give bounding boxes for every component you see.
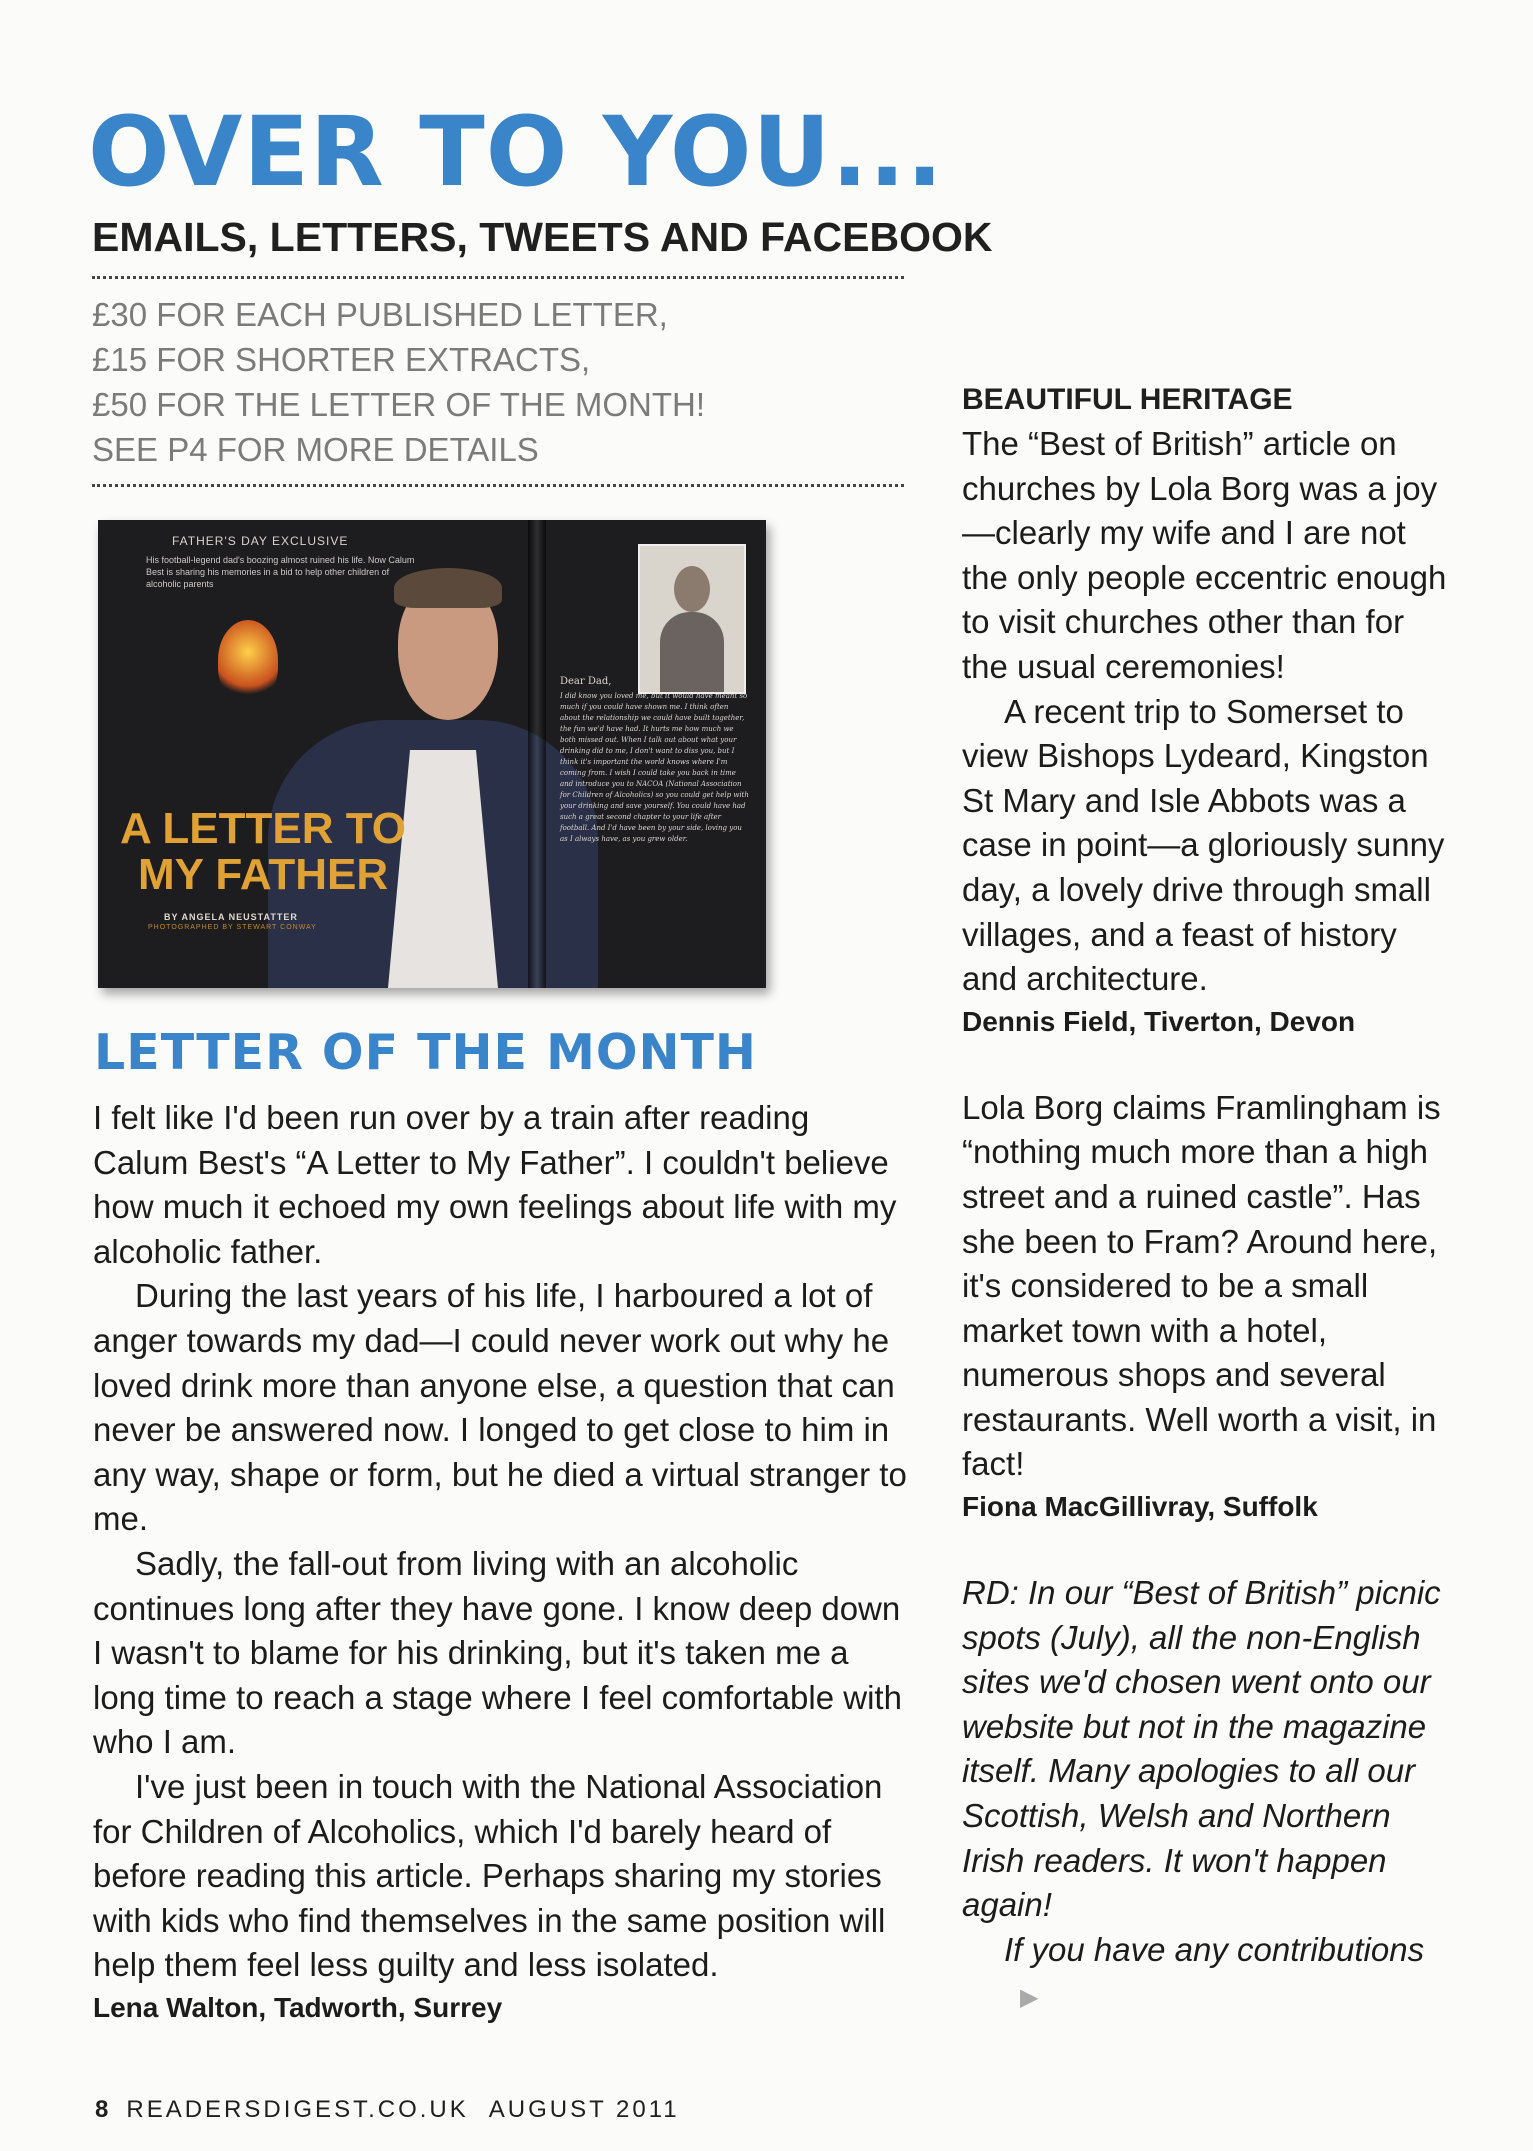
paragraph: The “Best of British” article on churches by Lola Borg was a joy—clearly my wife and I are not the only people eccentric enough to visit churches other than for the usual ceremonies! bbox=[962, 425, 1447, 685]
rate-line: £15 FOR SHORTER EXTRACTS, bbox=[92, 341, 591, 378]
editor-note: RD: In our “Best of British” picnic spots (July), all the non-English sites we'd chosen went onto our website but not in the magazine itself. Many apologies to all our Scottish, Welsh and Northern Irish readers. It won't happen again! bbox=[962, 1574, 1441, 1924]
spread-headline: A LETTER TO MY FATHER bbox=[120, 804, 406, 899]
lamp-glow bbox=[218, 620, 278, 700]
page-fold bbox=[528, 520, 546, 988]
right-column bbox=[962, 378, 1452, 2021]
spread-byline: BY ANGELA NEUSTATTER bbox=[164, 912, 298, 922]
letter-of-month-heading: LETTER OF THE MONTH bbox=[94, 1024, 757, 1081]
paragraph: During the last years of his life, I harboured a lot of anger towards my dad—I could never work out why he loved drink more than anyone else, a question that can never be answered now. I longed to get close to him in any way, shape or form, but he died a virtual stranger to me. bbox=[93, 1277, 907, 1538]
letter-signature: Fiona MacGillivray, Suffolk bbox=[962, 1491, 1318, 1523]
rate-line: £30 FOR EACH PUBLISHED LETTER, bbox=[92, 296, 668, 333]
beautiful-heritage-heading: BEAUTIFUL HERITAGE bbox=[962, 383, 1293, 416]
footer-issue: AUGUST 2011 bbox=[488, 2096, 680, 2123]
letter-of-month-body bbox=[93, 1096, 913, 2028]
dotted-divider-top bbox=[92, 276, 904, 279]
footer-site: READERSDIGEST.CO.UK bbox=[126, 2096, 469, 2123]
paragraph: I felt like I'd been run over by a train after reading Calum Best's “A Letter to My Father”. I couldn't believe how much it echoed my own feelings about life with my alcoholic father. bbox=[93, 1099, 897, 1270]
rate-line: £50 FOR THE LETTER OF THE MONTH! bbox=[92, 386, 706, 423]
spread-letter-excerpt: Dear Dad, I did know you loved me, but it would have meant so much if you could have shown me. I think often about the relationship we could have built together, the fun we'd have had. It hurts me how much we both missed out. When I talk out about what your drinking did to me, I don't want to diss you, but I think it's important the world knows where I'm coming from. I wish I could take you back in time and introduce you to NACOA (National Association for Children of Alcoholics) so you could get help with your drinking and save yourself. You could have had such a great second chapter to your life after football. And I'd have been by your side, loving you as I always have, as you grew older. bbox=[560, 676, 749, 843]
page-number: 8 bbox=[95, 2096, 109, 2123]
editor-note-continuation: If you have any contributions▶ bbox=[962, 1928, 1452, 2021]
spread-deck: His football-legend dad's boozing almost ruined his life. Now Calum Best is sharing his memories in a bid to help other children of alcoholic parents bbox=[146, 555, 415, 589]
page-footer bbox=[95, 2096, 680, 2124]
dotted-divider-bottom bbox=[92, 484, 904, 487]
magazine-spread-image bbox=[98, 520, 766, 988]
play-arrow-icon: ▶ bbox=[1020, 1984, 1039, 2012]
rate-line: SEE P4 FOR MORE DETAILS bbox=[92, 431, 539, 468]
page-title: OVER TO YOU... bbox=[88, 96, 944, 208]
letter-signature: Dennis Field, Tiverton, Devon bbox=[962, 1005, 1356, 1037]
paragraph: A recent trip to Somerset to view Bishops Lydeard, Kingston St Mary and Isle Abbots was a case in point—a gloriously sunny day, a lovely drive through small villages, and a feast of history and architecture. bbox=[962, 692, 1445, 998]
paragraph: I've just been in touch with the National Association for Children of Alcoholics, which I'd barely heard of before reading this article. Perhaps sharing my stories with kids who find themselves in the same position will help them feel less guilty and less isolated. bbox=[93, 1767, 886, 1984]
letter-signature: Lena Walton, Tadworth, Surrey bbox=[93, 1991, 503, 2023]
paragraph: Sadly, the fall-out from living with an alcoholic continues long after they have gone. I know deep down I wasn't to blame for his drinking, but it's taken me a long time to reach a stage where I feel comfortable with who I am. bbox=[93, 1544, 902, 1761]
payment-rates bbox=[92, 292, 705, 472]
page-subtitle: EMAILS, LETTERS, TWEETS AND FACEBOOK bbox=[92, 214, 993, 260]
spread-kicker: FATHER'S DAY EXCLUSIVE bbox=[172, 534, 349, 548]
spread-photo-credit: PHOTOGRAPHED BY STEWART CONWAY bbox=[148, 924, 317, 931]
inset-photo bbox=[638, 544, 746, 694]
paragraph: Lola Borg claims Framlingham is “nothing much more than a high street and a ruined castle”. Has she been to Fram? Around here, it's considered to be a small market town with a hotel, numerous shops and several restaurants. Well worth a visit, in fact! bbox=[962, 1088, 1441, 1483]
